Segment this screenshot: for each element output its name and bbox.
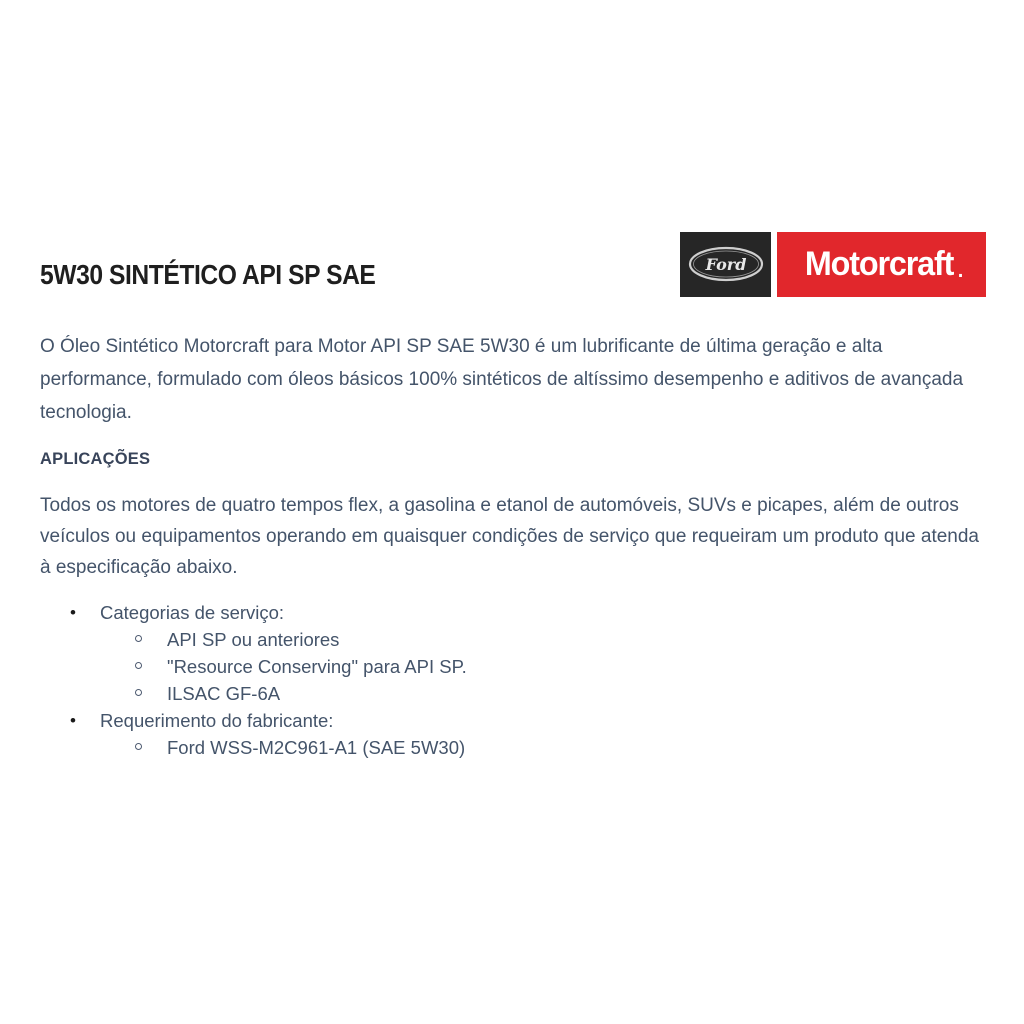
circle-bullet-icon	[135, 662, 142, 669]
page-title: 5W30 SINTÉTICO API SP SAE	[40, 259, 376, 290]
applications-list	[40, 599, 986, 761]
circle-bullet-icon	[135, 635, 142, 642]
circle-bullet-icon	[135, 689, 142, 696]
bullet-icon: •	[70, 711, 76, 730]
list-subitem	[40, 734, 986, 761]
bullet-icon: •	[70, 603, 76, 622]
motorcraft-logo	[777, 232, 986, 297]
list-subitem	[40, 626, 986, 653]
intro-paragraph: O Óleo Sintético Motorcraft para Motor API SP SAE 5W30 é um lubrificante de última geração e alta performance, formulado com óleos básicos 100% sintéticos de altíssimo desempenho e aditivos de avançada tecnologia.	[40, 336, 964, 423]
list-subitem	[40, 653, 986, 680]
ford-logo	[680, 232, 771, 297]
motorcraft-logo-text: Motorcraft	[804, 244, 953, 283]
list-subitem	[40, 680, 986, 707]
brand-logos	[680, 232, 986, 297]
document-content	[40, 0, 986, 761]
motorcraft-reg-mark: .	[957, 259, 964, 282]
applications-paragraph: Todos os motores de quatro tempos flex, a gasolina e etanol de automóveis, SUVs e picapes, além de outros veículos ou equipamentos operando em quaisquer condições de serviço que requeiram um produto que atenda à especificação abaixo.	[40, 495, 979, 578]
list-item	[40, 599, 986, 626]
applications-heading: APLICAÇÕES	[40, 450, 151, 468]
list-item-label: Requerimento do fabricante:	[100, 710, 334, 731]
list-subitem-label: ILSAC GF-6A	[167, 683, 281, 704]
list-item	[40, 707, 986, 734]
header-row	[40, 231, 986, 297]
list-subitem-label: API SP ou anteriores	[167, 629, 340, 650]
ford-oval-icon	[687, 242, 765, 286]
ford-logo-text: Ford	[705, 255, 746, 274]
list-item-label: Categorias de serviço:	[100, 602, 285, 623]
list-subitem-label: Ford WSS-M2C961-A1 (SAE 5W30)	[167, 737, 466, 758]
circle-bullet-icon	[135, 743, 142, 750]
list-subitem-label: "Resource Conserving" para API SP.	[167, 656, 467, 677]
